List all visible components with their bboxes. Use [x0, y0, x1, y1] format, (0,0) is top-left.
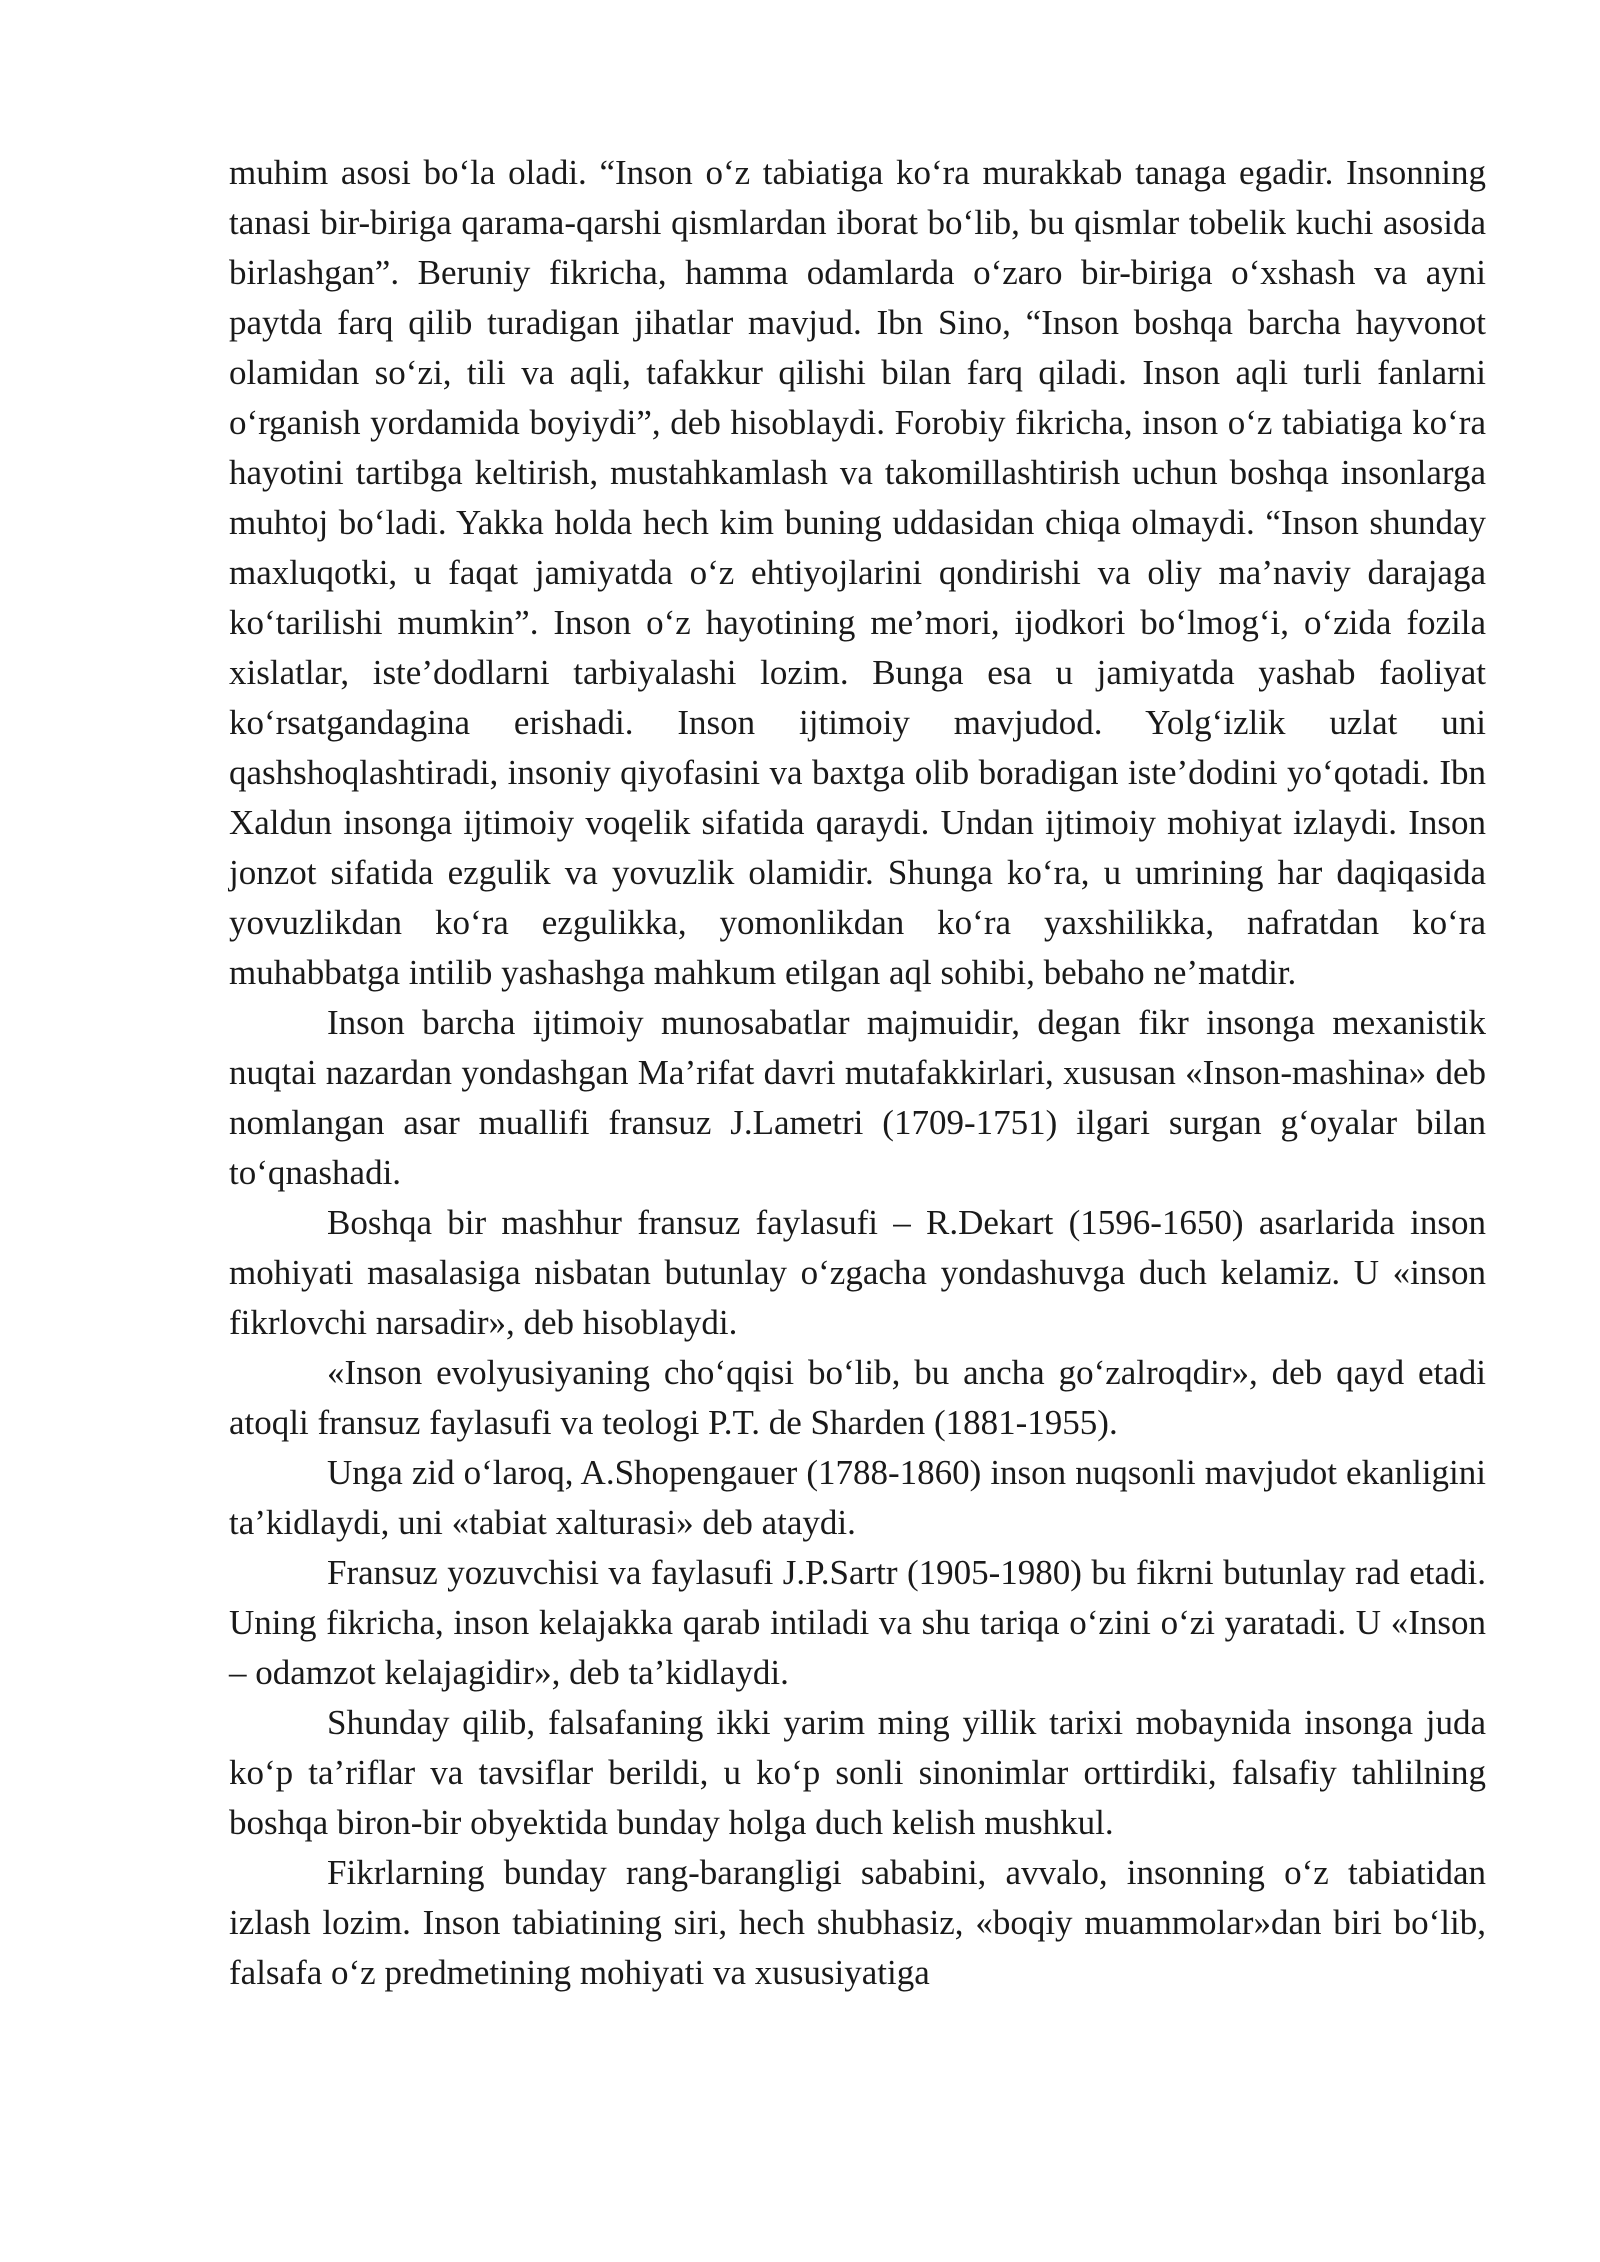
paragraph-7: Shunday qilib, falsafaning ikki yarim ming yillik tarixi mobaynida insonga juda ko‘p ta’riflar va tavsiflar berildi, u ko‘p sonli sinonimlar orttirdiki, falsafiy tahlilning boshqa biron-bir obyektida bunday holga duch kelish mushkul.	[229, 1703, 1486, 1842]
paragraph-3: Boshqa bir mashhur fransuz faylasufi – R.Dekart (1596-1650) asarlarida inson mohiyati masalasiga nisbatan butunlay o‘zgacha yondashuvga duch kelamiz. U «inson fikrlovchi narsadir», deb hisoblaydi.	[229, 1203, 1486, 1342]
paragraph-6: Fransuz yozuvchisi va faylasufi J.P.Sartr (1905-1980) bu fikrni butunlay rad etadi. Uning fikricha, inson kelajakka qarab intiladi va shu tariqa o‘zini o‘zi yaratadi. U «Inson – odamzot kelajagidir», deb ta’kidlaydi.	[229, 1553, 1486, 1692]
paragraph-4: «Inson evolyusiyaning cho‘qqisi bo‘lib, bu ancha go‘zalroqdir», deb qayd etadi atoqli fransuz faylasufi va teologi P.T. de Sharden (1881-1955).	[229, 1353, 1486, 1442]
paragraph-1: muhim asosi bo‘la oladi. “Inson o‘z tabiatiga ko‘ra murakkab tanaga egadir. Insonning tanasi bir-biriga qarama-qarshi qismlardan iborat bo‘lib, bu qismlar tobelik kuchi asosida birlashgan”. Beruniy fikricha, hamma odamlarda o‘zaro bir-biriga o‘xshash va ayni paytda farq qilib turadigan jihatlar mavjud. Ibn Sino, “Inson boshqa barcha hayvonot olamidan so‘zi, tili va aqli, tafakkur qilishi bilan farq qiladi. Inson aqli turli fanlarni o‘rganish yordamida boyiydi”, deb hisoblaydi. Forobiy fikricha, inson o‘z tabiatiga ko‘ra hayotini tartibga keltirish, mustahkamlash va takomillashtirish uchun boshqa insonlarga muhtoj bo‘ladi. Yakka holda hech kim buning uddasidan chiqa olmaydi. “Inson shunday maxluqotki, u faqat jamiyatda o‘z ehtiyojlarini qondirishi va oliy ma’naviy darajaga ko‘tarilishi mumkin”. Inson o‘z hayotining me’mori, ijodkori bo‘lmog‘i, o‘zida fozila xislatlar, iste’dodlarni tarbiyalashi lozim. Bunga esa u jamiyatda yashab faoliyat ko‘rsatgandagina erishadi. Inson ijtimoiy mavjudod. Yolg‘izlik uzlat uni qashshoqlashtiradi, insoniy qiyofasini va baxtga olib boradigan iste’dodini yo‘qotadi. Ibn Xaldun insonga ijtimoiy voqelik sifatida qaraydi. Undan ijtimoiy mohiyat izlaydi. Inson jonzot sifatida ezgulik va yovuzlik olamidir. Shunga ko‘ra, u umrining har daqiqasida yovuzlikdan ko‘ra ezgulikka, yomonlikdan ko‘ra yaxshilikka, nafratdan ko‘ra muhabbatga intilib yashashga mahkum etilgan aql sohibi, bebaho ne’matdir.	[229, 153, 1486, 992]
paragraph-8: Fikrlarning bunday rang-barangligi sababini, avvalo, insonning o‘z tabiatidan izlash lozim. Inson tabiatining siri, hech shubhasiz, «boqiy muammolar»dan biri bo‘lib, falsafa o‘z predmetining mohiyati va xususiyatiga	[229, 1853, 1486, 1992]
document-page	[229, 148, 1486, 1998]
paragraph-5: Unga zid o‘laroq, A.Shopengauer (1788-1860) inson nuqsonli mavjudot ekanligini ta’kidlaydi, uni «tabiat xalturasi» deb ataydi.	[229, 1453, 1486, 1542]
paragraph-2: Inson barcha ijtimoiy munosabatlar majmuidir, degan fikr insonga mexanistik nuqtai nazardan yondashgan Ma’rifat davri mutafakkirlari, xususan «Inson-mashina» deb nomlangan asar muallifi fransuz J.Lametri (1709-1751) ilgari surgan g‘oyalar bilan to‘qnashadi.	[229, 1003, 1486, 1192]
